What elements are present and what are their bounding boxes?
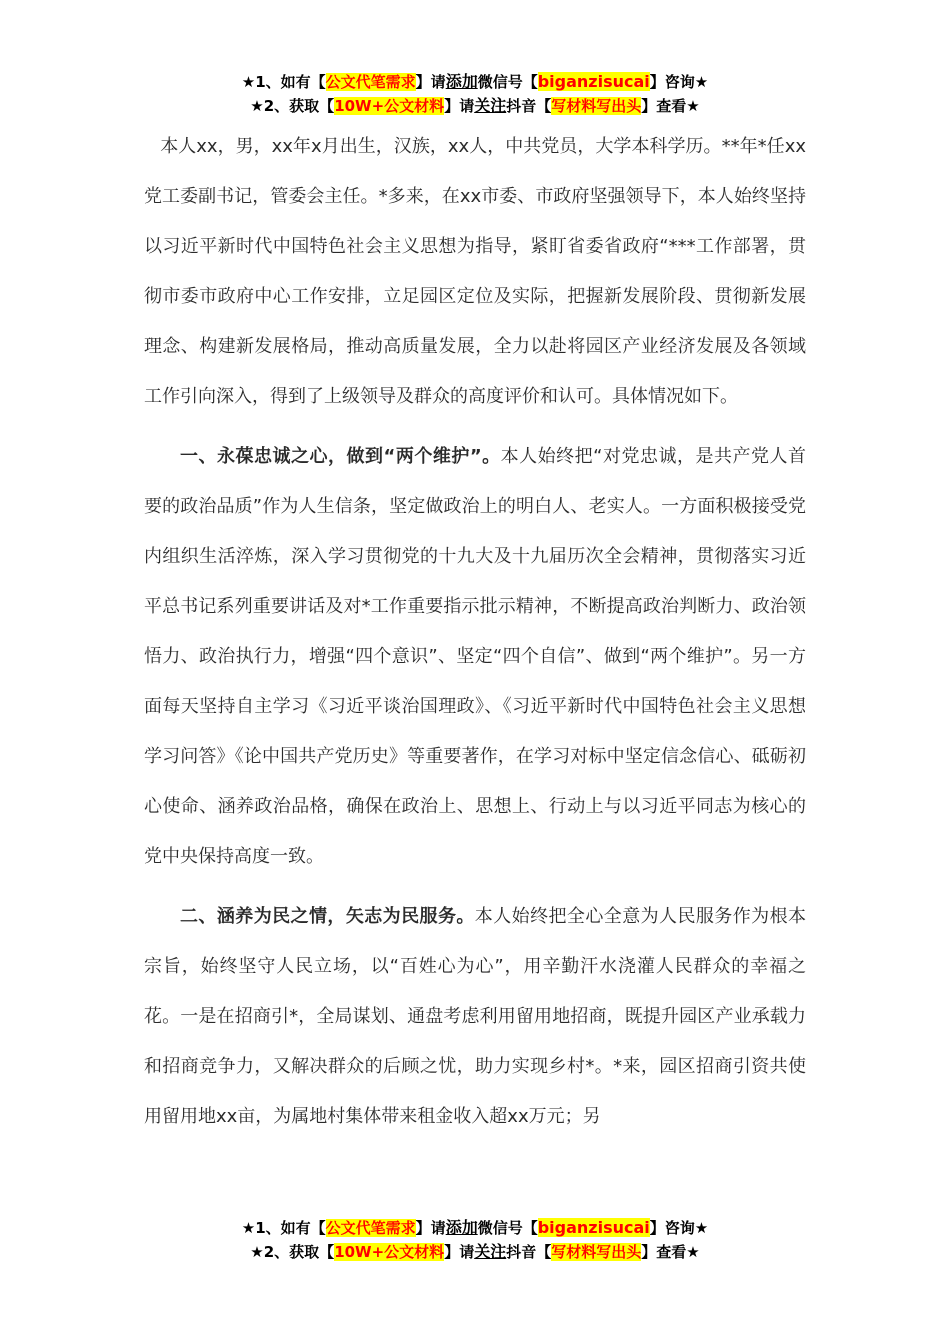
intro-paragraph: 本人xx，男，xx年x月出生，汉族，xx人，中共党员，大学本科学历。**年*任xx党工委副书记，管委会主任。*多来，在xx市委、市政府坚强领导下，本人始终坚持以习近平新时代中国特色社会主义思想为指导，紧盯省委省政府“***工作部署，贯彻市委市政府中心工作安排，立足园区定位及实际，把握新发展阶段、贯彻新发展理念、构建新发展格局，推动高质量发展，全力以赴将园区产业经济发展及各领域工作引向深入，得到了上级领导及群众的高度评价和认可。具体情况如下。	[144, 136, 806, 407]
promo-line-1: ★1、如有【公文代笔需求】请添加微信号【biganzisucai】咨询★	[241, 72, 709, 91]
document-body	[144, 122, 806, 1142]
highlight-writing-service: 公文代笔需求	[325, 73, 416, 91]
section-1-paragraph	[144, 432, 806, 882]
highlight-writing-service: 公文代笔需求	[325, 1219, 416, 1237]
footer-promo-banner	[0, 1216, 950, 1264]
highlight-douyin-account: 写材料写出头	[551, 1243, 642, 1261]
section-2-paragraph	[144, 892, 806, 1142]
highlight-materials: 10W+公文材料	[334, 1243, 445, 1261]
section-2-heading: 二、涵养为民之情，矢志为民服务。	[180, 906, 475, 927]
promo-line-1: ★1、如有【公文代笔需求】请添加微信号【biganzisucai】咨询★	[241, 1218, 709, 1237]
highlight-douyin-account: 写材料写出头	[551, 97, 642, 115]
promo-line-2: ★2、获取【10W+公文材料】请关注抖音【写材料写出头】查看★	[250, 1242, 700, 1261]
section-1-heading: 一、永葆忠诚之心，做到“两个维护”。	[180, 446, 501, 467]
header-promo-banner	[0, 70, 950, 118]
highlight-wechat-id: biganzisucai	[537, 72, 650, 91]
highlight-materials: 10W+公文材料	[334, 97, 445, 115]
section-2-text: 本人始终把全心全意为人民服务作为根本宗旨，始终坚守人民立场，以“百姓心为心”，用辛勤汗水浇灌人民群众的幸福之花。一是在招商引*，全局谋划、通盘考虑利用留用地招商，既提升园区产业承载力和招商竞争力，又解决群众的后顾之忧，助力实现乡村*。*来，园区招商引资共使用留用地xx亩，为属地村集体带来租金收入超xx万元；另	[144, 906, 807, 1127]
promo-line-2: ★2、获取【10W+公文材料】请关注抖音【写材料写出头】查看★	[250, 96, 700, 115]
section-1-text: 本人始终把“对党忠诚，是共产党人首要的政治品质”作为人生信条，坚定做政治上的明白人、老实人。一方面积极接受党内组织生活淬炼，深入学习贯彻党的十九大及十九届历次全会精神，贯彻落实习近平总书记系列重要讲话及对*工作重要指示批示精神，不断提高政治判断力、政治领悟力、政治执行力，增强“四个意识”、坚定“四个自信”、做到“两个维护”。另一方面每天坚持自主学习《习近平谈治国理政》、《习近平新时代中国特色社会主义思想学习问答》《论中国共产党历史》等重要著作，在学习对标中坚定信念信心、砥砺初心使命、涵养政治品格，确保在政治上、思想上、行动上与以习近平同志为核心的党中央保持高度一致。	[144, 446, 806, 867]
highlight-wechat-id: biganzisucai	[537, 1218, 650, 1237]
